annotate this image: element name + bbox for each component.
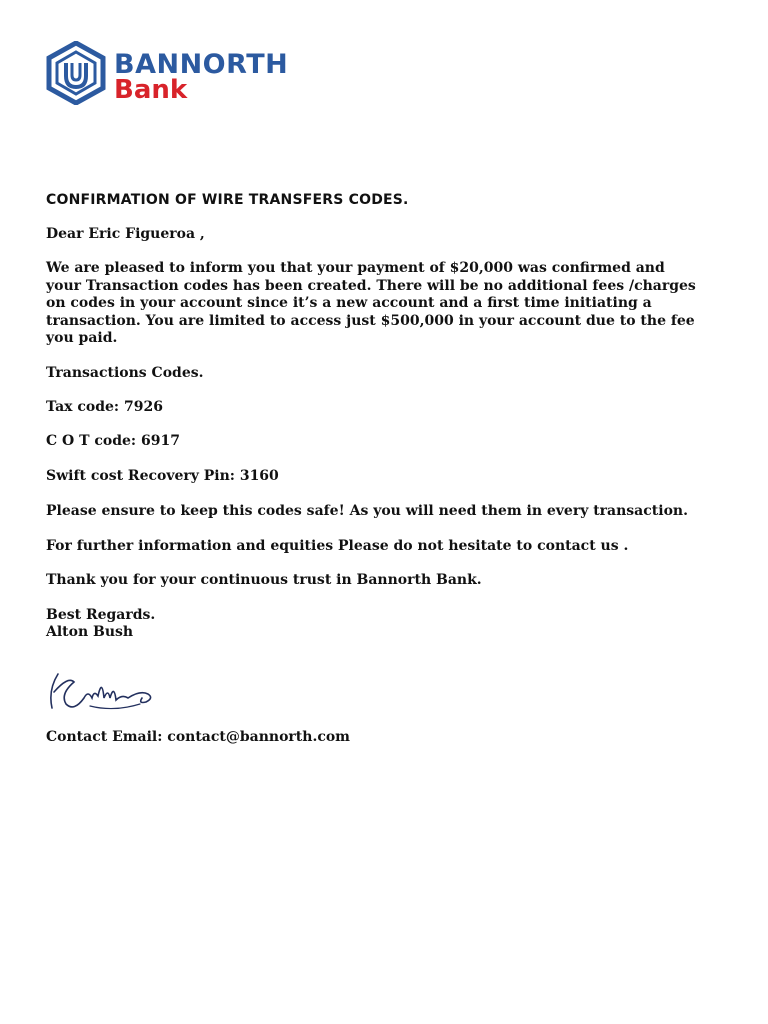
codes-heading: Transactions Codes. [46,365,204,381]
tax-code: Tax code: 7926 [46,399,163,415]
body-paragraph-line-4: transaction. You are limited to access just $500,000 in your account due to the fee [46,312,695,329]
body-paragraph-line-3: on codes in your account since it’s a new account and a first time initiating a [46,295,652,311]
brand-name-line1: BANNORTH [114,49,289,80]
closing: Best Regards. [46,607,156,623]
brand-name-line2: Bank [114,75,188,105]
contact-email: Contact Email: contact@bannorth.com [46,729,350,745]
body-paragraph-line-1: We are pleased to inform you that your payment of $20,000 was confirmed and [46,260,665,276]
hexagon-shield-logo-icon [44,41,108,105]
bank-logo [44,41,324,105]
letter-title: CONFIRMATION OF WIRE TRANSFERS CODES. [46,192,409,208]
handwritten-signature-icon [44,668,159,718]
thanks-line: Thank you for your continuous trust in Bannorth Bank. [46,572,482,588]
cot-code: C O T code: 6917 [46,433,180,449]
further-info: For further information and equities Please do not hesitate to contact us . [46,538,629,554]
signer-name: Alton Bush [46,624,134,640]
body-paragraph-line-2: your Transaction codes has been created. There will be no additional fees /charges [46,277,696,294]
body-paragraph-line-5: you paid. [46,330,118,346]
swift-recovery-pin: Swift cost Recovery Pin: 3160 [46,468,279,484]
salutation: Dear Eric Figueroa , [46,226,205,242]
safety-note: Please ensure to keep this codes safe! As you will need them in every transaction. [46,503,688,519]
